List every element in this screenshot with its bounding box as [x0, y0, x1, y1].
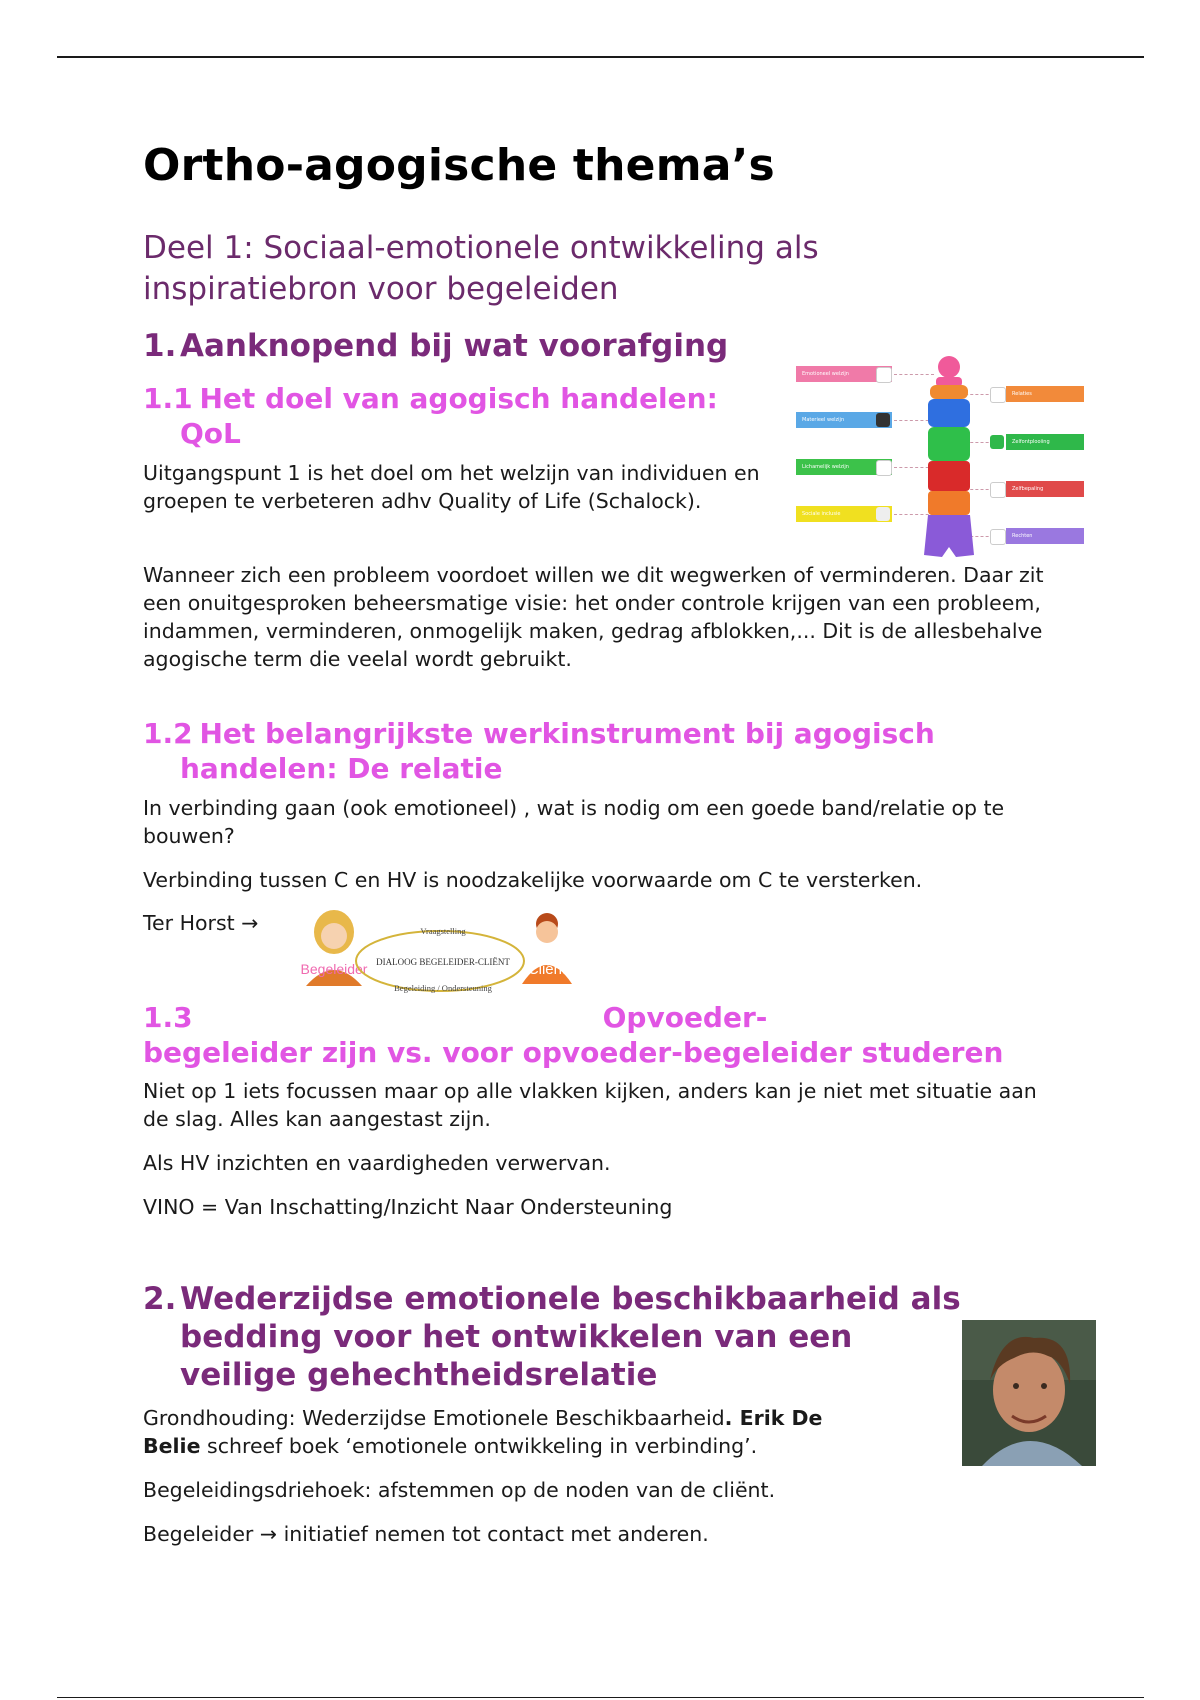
health-icon: [876, 460, 892, 476]
rights-icon: [990, 529, 1006, 545]
subsection-1-3-title-line1: Opvoeder-: [602, 1001, 768, 1034]
qol-label-physical: Lichamelijk welzijn: [796, 459, 892, 475]
qol-label-material: Materieel welzijn: [796, 412, 892, 428]
section-2-paragraph-1: [143, 1404, 883, 1460]
subsection-1-2-paragraph-1: In verbinding gaan (ook emotioneel) , wat is nodig om een goede band/relatie op te bouwen?: [143, 796, 1005, 848]
qol-label-emotional: Emotioneel welzijn: [796, 366, 892, 382]
dialog-bottom-label: Begeleiding / Ondersteuning: [394, 983, 492, 993]
quality-of-life-figure: [792, 355, 1092, 560]
qol-label-rights: Rechten: [1006, 528, 1084, 544]
dialog-figure: [300, 906, 580, 1002]
section-2-title-line3: veilige gehechtheidsrelatie: [180, 1357, 658, 1393]
subsection-1-3-heading: [143, 1000, 1103, 1070]
subsection-1-1-title-line2: QoL: [180, 417, 241, 450]
subsection-1-2-heading: [143, 716, 1103, 786]
qol-label-self-determination: Zelfbepaling: [1006, 481, 1084, 497]
community-icon: [876, 507, 890, 521]
ter-horst-reference: Ter Horst →: [143, 911, 259, 935]
subsection-1-2-title-line2: handelen: De relatie: [180, 752, 503, 785]
section-1-heading: [143, 327, 728, 365]
subsection-1-3-title-line2: begeleider zijn vs. voor opvoeder-begeleider studeren: [143, 1036, 1004, 1069]
section-1-title: Aanknopend bij wat voorafging: [180, 328, 729, 364]
subsection-1-1-paragraph-2: Wanneer zich een probleem voordoet willen we dit wegwerken of verminderen. Daar zit een onuitgesproken beheersmatige visie: het onder controle krijgen van een probleem, indammen, verminderen, onmogelijk maken, gedrag afblokken,... Dit is de allesbehalve agogische term die veelal wordt gebruikt.: [143, 563, 1044, 671]
document-title: Ortho-agogische thema’s: [143, 140, 775, 191]
section-2-paragraph-2: Begeleidingsdriehoek: afstemmen op de noden van de cliënt.: [143, 1478, 776, 1502]
section-2-heading: [143, 1280, 963, 1394]
bottom-rule: [57, 1697, 1144, 1698]
section-2-number: 2.: [143, 1281, 177, 1317]
section-2-paragraph-1-start: Grondhouding: Wederzijdse Emotionele Beschikbaarheid: [143, 1406, 725, 1430]
client-label: Cliënt: [527, 961, 567, 978]
subsection-1-3-paragraph-3: VINO = Van Inschatting/Inzicht Naar Ondersteuning: [143, 1195, 673, 1219]
qol-label-self-development: Zelfontplooiing: [1006, 434, 1084, 450]
qol-label-social-inclusion: Sociale inclusie: [796, 506, 892, 522]
subsection-1-2-title-line1: Het belangrijkste werkinstrument bij agogisch: [199, 717, 935, 750]
subsection-1-1-paragraph-1: Uitgangspunt 1 is het doel om het welzijn van individuen en groepen te verbeteren adhv Quality of Life (Schalock).: [143, 461, 760, 513]
dialog-center-label: DIALOOG BEGELEIDER-CLIËNT: [376, 957, 510, 967]
begeleider-label: Begeleider: [300, 961, 368, 977]
family-icon: [990, 387, 1006, 403]
choice-icon: [990, 482, 1006, 498]
subsection-1-3-paragraph-2: Als HV inzichten en vaardigheden verwervan.: [143, 1151, 611, 1175]
author-portrait-photo: [962, 1320, 1096, 1466]
section-1-number: 1.: [143, 328, 177, 364]
subsection-1-1-number: 1.1: [143, 382, 193, 415]
subsection-1-2-paragraph-2: Verbinding tussen C en HV is noodzakelijke voorwaarde om C te versterken.: [143, 868, 923, 892]
author-name: . Erik De Belie: [143, 1406, 823, 1458]
subsection-1-1-heading: [143, 381, 763, 451]
part-heading: Deel 1: Sociaal-emotionele ontwikkeling als inspiratiebron voor begeleiden: [143, 230, 819, 307]
section-2-paragraph-1-end: schreef boek ‘emotionele ontwikkeling in verbinding’.: [200, 1434, 758, 1458]
subsection-1-3-number: 1.3: [143, 1001, 193, 1034]
wheelchair-icon: [876, 367, 892, 383]
section-2-paragraph-3: Begeleider → initiatief nemen tot contact met anderen.: [143, 1522, 709, 1546]
subsection-1-2-number: 1.2: [143, 717, 193, 750]
money-icon: [876, 413, 890, 427]
subsection-1-1-title-line1: Het doel van agogisch handelen:: [199, 382, 718, 415]
dialog-top-label: Vraagstelling: [420, 926, 466, 936]
top-rule: [57, 56, 1144, 58]
qol-person-silhouette-icon: [914, 355, 984, 560]
growth-icon: [990, 435, 1004, 449]
section-2-title-line2: bedding voor het ontwikkelen van een: [180, 1319, 853, 1355]
qol-label-relations: Relaties: [1006, 386, 1084, 402]
section-2-title-line1: Wederzijdse emotionele beschikbaarheid als: [180, 1281, 961, 1317]
subsection-1-3-paragraph-1: Niet op 1 iets focussen maar op alle vlakken kijken, anders kan je niet met situatie aan de slag. Alles kan aangestast zijn.: [143, 1079, 1037, 1131]
